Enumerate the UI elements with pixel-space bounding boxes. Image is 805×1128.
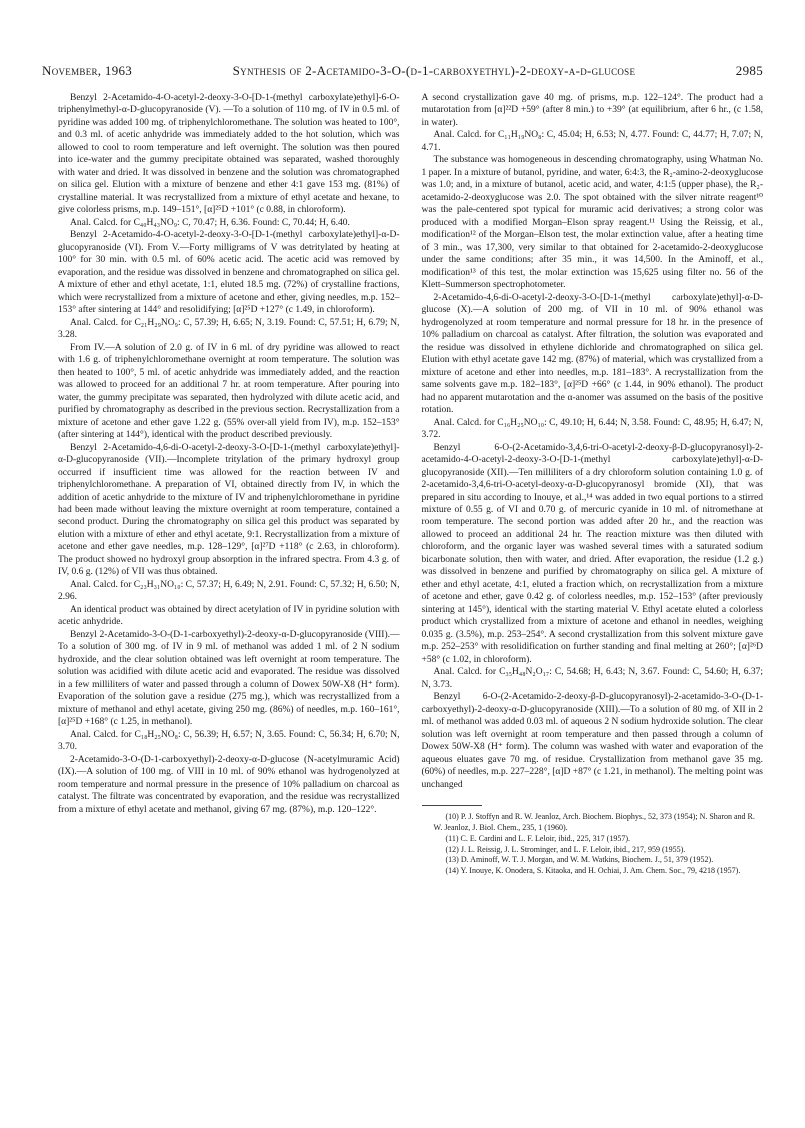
paragraph: Anal. Calcd. for C₂₃H₃₁NO₁₀: C, 57.37; H, 6.49; N, 2.91. Found: C, 57.32; H, 6.50; N, 2.96. <box>58 579 400 603</box>
paragraph: Anal. Calcd. for C₂₁H₂₉NO₉: C, 57.39; H, 6.65; N, 3.19. Found: C, 57.51; H, 6.79; N, 3.28. <box>58 317 400 341</box>
left-column <box>58 92 400 877</box>
two-column-body <box>58 92 763 877</box>
footnote: (14) Y. Inouye, K. Onodera, S. Kitaoka, and H. Ochiai, J. Am. Chem. Soc., 79, 4218 (1957). <box>445 866 741 876</box>
paragraph: Benzyl 2-Acetamido-3-O-(D-1-carboxyethyl)-2-deoxy-α-D-glucopyranoside (VIII).—To a solution of 300 mg. of IV in 9 ml. of methanol was added 1 ml. of 2 N sodium hydroxide, and the clear solution obtained was left overnight at room temperature. The solution was acidified with dilute acetic acid and evaporated. The residue was dissolved in a few milliliters of water and passed through a column of Dowex 50W-X8 (H⁺ form). Evaporation of the solution gave a residue (275 mg.), which was recrystallized from a mixture of methanol and ethyl acetate, giving 250 mg. (86%) of needles, m.p. 160–161°, [α]²⁵D +168° (c 1.25, in methanol). <box>58 629 400 728</box>
paragraph: The substance was homogeneous in descending chromatography, using Whatman No. 1 paper. In a mixture of butanol, pyridine, and water, 6:4:3, the R₂-amino-2-deoxyglucose was 1.0; and, in a mixture of butanol, acetic acid, and water, 4:1:5 (upper phase), the R₂-acetamido-2-deoxyglucose was 2.0. The spot obtained with the silver nitrate reagent¹⁰ was the pale-centered spot typical for muramic acid derivatives; a strong color was produced with a modified Morgan–Elson spray reagent.¹¹ Using the Reissig, et al., modification¹² of the Morgan–Elson test, the molar extinction value, after a heating time of 3 min., was 17,300, very similar to that obtained for 2-acetamido-2-deoxyglucose under the same conditions; after 35 min., it was 14,500. In the Aminoff, et al., modification¹³ of this test, the molar extinction was 15,625 using filter no. 56 of the Klett–Summerson spectrophotometer. <box>421 155 763 291</box>
footnote: (12) J. L. Reissig, J. L. Strominger, and L. F. Leloir, ibid., 217, 959 (1955). <box>445 844 686 854</box>
paragraph: Anal. Calcd. for C₄₀H₄₃NO₉: C, 70.47; H, 6.36. Found: C, 70.44; H, 6.40. <box>70 217 350 228</box>
footnote: (10) P. J. Stoffyn and R. W. Jeanloz, Arch. Biochem. Biophys., 52, 373 (1954); N. Sharon and R. W. Jeanloz, J. Biol. Chem., 235, 1 (1960). <box>433 812 755 832</box>
paragraph: 2-Acetamido-4,6-di-O-acetyl-2-deoxy-3-O-[D-1-(methyl carboxylate)ethyl]-α-D-glucose (X).—A solution of 200 mg. of VII in 10 ml. of 90% ethanol was hydrogenolyzed at room temperature and normal pressure for 18 hr. in the presence of 10% palladium on charcoal as catalyst. After filtration, the solution was evaporated and the residue was dissolved in ethylene dichloride and chromatographed on silica gel. Elution with ethyl acetate gave 142 mg. (87%) of material, which was crystallized from a mixture of acetone and ether into needles, m.p. 181–183°. A recrystallization from the same solvents gave m.p. 182–183°, [α]²⁵D +66° (c 1.44, in 90% ethanol). The product had no apparent mutarotation and the α-anomer was assumed on the basis of the positive rotation. <box>421 292 763 416</box>
paragraph: A second crystallization gave 40 mg. of prisms, m.p. 122–124°. The product had a mutarotation from [α]²²D +59° (after 8 min.) to +39° (at equilibrium, after 6 hr., (c 1.58, in water). <box>421 93 763 128</box>
paragraph: Benzyl 6-O-(2-Acetamido-2-deoxy-β-D-glucopyranosyl)-2-acetamido-3-O-(D-1-carboxyethyl)-2-deoxy-α-D-glucopyranoside (XIII).—To a solution of 80 mg. of XII in 2 ml. of methanol was added 0.03 ml. of aqueous 2 N sodium hydroxide solution. The clear solution was left overnight at room temperature and then passed through a column of Dowex 50W-X8 (H⁺ form). The column was washed with water and evaporation of the aqueous eluates gave 70 mg. of residue. Crystallization from methanol gave 35 mg. (60%) of needles, m.p. 227–228°, [α]D +87° (c 1.21, in methanol). The melting point was unchanged <box>421 692 763 790</box>
right-column <box>422 92 764 877</box>
page-number: 2985 <box>735 63 763 78</box>
paragraph: Anal. Calcd. for C₃₅H₄₈N₂O₁₇: C, 54.68; H, 6.43; N, 3.67. Found: C, 54.60; H, 6.37; N, 3.73. <box>421 667 763 690</box>
footnote-divider <box>422 805 482 806</box>
paragraph: Benzyl 2-Acetamido-4-O-acetyl-2-deoxy-3-O-[D-1-(methyl carboxylate)ethyl]-6-O-triphenylmethyl-α-D-glucopyranoside (V). —To a solution of 110 mg. of IV in 0.5 ml. of pyridine was added 100 mg. of triphenylchloromethane. The solution was heated to 100°, and 0.3 ml. of acetic anhydride was immediately added to the hot solution, which was allowed to cool to room temperature and left overnight. The solution was then poured into ice-water and the gummy precipitate obtained was separated, washed thoroughly with water and dried. It was dissolved in benzene and the solution was chromatographed on silica gel. Elution with a mixture of benzene and ether 4:1 gave 153 mg. (81%) of crystalline material. It was recrystallized from a mixture of ethyl acetate and hexane, to give colorless prisms, m.p. 149–151°, [α]²⁵D +101° (c 0.88, in chloroform). <box>58 93 400 216</box>
paragraph: An identical product was obtained by direct acetylation of IV in pyridine solution with acetic anhydride. <box>58 604 400 628</box>
header-title: Synthesis of 2-Acetamido-3-O-(d-1-carboxyethyl)-2-deoxy-α-d-glucose <box>232 63 636 78</box>
running-header <box>42 63 763 79</box>
paragraph: Benzyl 2-Acetamido-4,6-di-O-acetyl-2-deoxy-3-O-[D-1-(methyl carboxylate)ethyl]-α-D-glucopyranoside (VII).—Incomplete tritylation of the primary hydroxyl group occurred if insufficient time was allowed for the reaction between IV and triphenylchloromethane. A preparation of VI, obtained directly from IV, in which the addition of acetic anhydride to the mixture of IV and triphenylchloromethane in pyridine had been made without leaving the mixture overnight at room temperature, contained a second product. During the chromatography on silica gel this product was separated by elution with a mixture of ether and ethyl acetate, 9:1. Recrystallization from a mixture of acetone and ether gave needles, m.p. 128–129°, [α]²⁷D +118° (c 2.63, in chloroform). The product showed no hydroxyl group absorption in the infrared spectra. From 4.3 g. of IV, 0.6 g. (12%) of VII was thus obtained. <box>58 442 400 578</box>
paragraph: 2-Acetamido-3-O-(D-1-carboxyethyl)-2-deoxy-α-D-glucose (N-acetylmuramic Acid) (IX).—A solution of 100 mg. of VIII in 10 ml. of 90% ethanol was hydrogenolyzed at room temperature and normal pressure in the presence of 10% palladium on charcoal as catalyst. The filtrate was concentrated by evaporation, and the residue was recrystallized from a mixture of ethyl acetate and methanol, giving 67 mg. (87%), m.p. 120–122°. <box>58 754 400 815</box>
paragraph: Benzyl 2-Acetamido-4-O-acetyl-2-deoxy-3-O-[D-1-(methyl carboxylate)ethyl]-α-D-glucopyranoside (VI). From V.—Forty milligrams of V was detritylated by heating at 100° for 30 min. with 0.5 ml. of 60% acetic acid. The acetic acid was removed by evaporation, and the residue was dissolved in benzene and chromatographed on silica gel. A mixture of ether and ethyl acetate, 1:1, eluted 18.5 mg. (72%) of crystalline fractions, which were recrystallized from a mixture of acetone and ether, giving needles, m.p. 152–153° after sintering at 144° and resolidifying; [α]²⁵D +127° (c 1.49, in chloroform). <box>58 230 400 316</box>
paragraph: Benzyl 6-O-(2-Acetamido-3,4,6-tri-O-acetyl-2-deoxy-β-D-glucopyranosyl)-2-acetamido-4-O-acetyl-2-deoxy-3-O-[D-1-(methyl carboxylate)ethyl]-α-D-glucopyranoside (XII).—Ten milliliters of a dry chloroform solution containing 1.0 g. of 2-acetamido-3,4,6-tri-O-acetyl-deoxy-α-D-glucopyranosyl bromide (XI), that was prepared in situ according to Inouye, et al.,¹⁴ was added in two equal portions to a stirred mixture of 0.55 g. of VI and 0.70 g. of mercuric cyanide in 10 ml. of nitromethane at room temperature. The second portion was added after 20 hr., and the reaction was allowed to proceed an additional 24 hr. The reaction mixture was then diluted with chloroform, and the organic layer was washed several times with a saturated sodium bicarbonate solution, then with water, and dried. After evaporation, the residue (1.2 g.) was dissolved in benzene and purified by chromatography on silica gel. A mixture of ether and ethyl acetate, 4:1, eluted a fraction which, on recrystallization from a mixture of acetone and ether, gave 0.42 g. of colorless needles, m.p. 152–153° (after previously sintering at 145°), identical with the starting material V. Ethyl acetate eluted a colorless product which crystallized from a mixture of acetone and ethanol in needles, weighing 0.035 g. (3.5%), m.p. 253–254°. A second crystallization from this solvent mixture gave m.p. 252–253° with resolidification on further standing and final melting at 260°; [α]²⁶D +58° (c 1.02, in chloroform). <box>421 442 763 665</box>
footnote: (11) C. E. Cardini and L. F. Leloir, ibid., 225, 317 (1957). <box>445 833 630 843</box>
paragraph: From IV.—A solution of 2.0 g. of IV in 6 ml. of dry pyridine was allowed to react with 1.6 g. of triphenylchloromethane overnight at room temperature. The solution was then heated to 100°, 5 ml. of acetic anhydride was immediately added, and the reaction was allowed to proceed for an additional 7 hr. at room temperature. After pouring into water, the gummy precipitate was separated, then hydrolyzed with dilute acetic acid, and purified by chromatography as described in the previous section. Recrystallization from a mixture of acetone and ether gave 1.22 g. (55% over-all yield from IV), m.p. 152–153° (after sintering at 144°), identical with the product described previously. <box>58 342 400 441</box>
header-date: November, 1963 <box>42 63 133 78</box>
paragraph: Anal. Calcd. for C₁₈H₂₅NO₈: C, 56.39; H, 6.57; N, 3.65. Found: C, 56.34; H, 6.70; N, 3.70. <box>58 729 400 753</box>
footnotes <box>422 812 764 877</box>
paragraph: Anal. Calcd. for C₁₁H₁₉NO₈: C, 45.04; H, 6.53; N, 4.77. Found: C, 44.77; H, 7.07; N, 4.71. <box>421 130 763 153</box>
footnote: (13) D. Aminoff, W. T. J. Morgan, and W. M. Watkins, Biochem. J., 51, 379 (1952). <box>445 855 714 865</box>
paragraph: Anal. Calcd. for C₁₆H₂₅NO₁₀: C, 49.10; H, 6.44; N, 3.58. Found: C, 48.95; H, 6.47; N, 3.72. <box>421 417 763 441</box>
